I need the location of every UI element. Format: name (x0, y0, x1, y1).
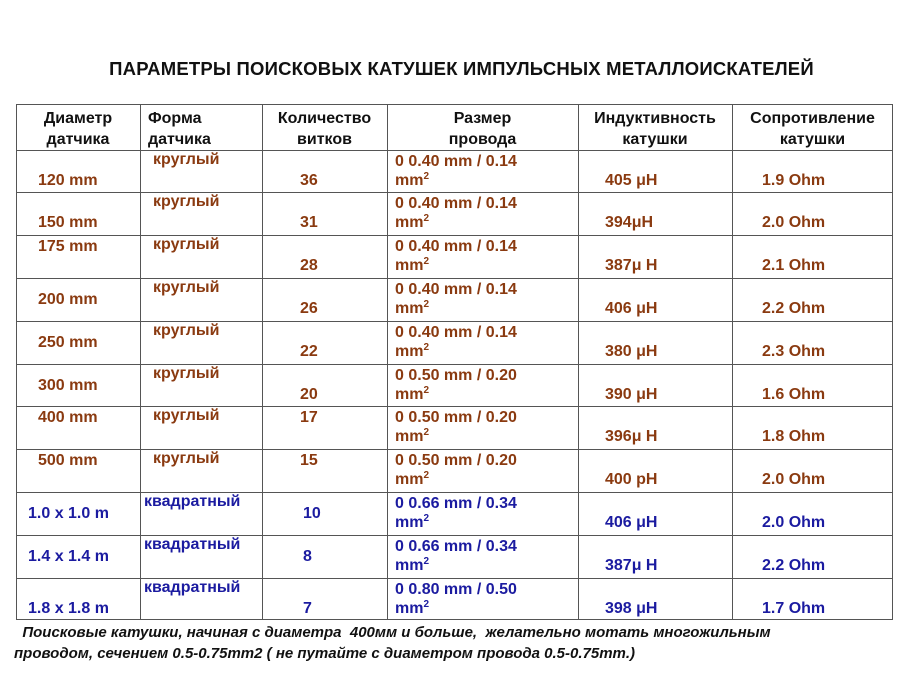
cell-inductance: 387μ H (605, 557, 658, 574)
footnote-line: проводом, сечением 0.5-0.75mm2 ( не путайте с диаметром провода 0.5-0.75mm.) (14, 645, 636, 662)
cell-wire-unit (395, 426, 429, 447)
wire-unit-superscript: 2 (423, 299, 430, 310)
column-divider (262, 104, 263, 620)
cell-resistance: 2.2 Ohm (762, 300, 826, 317)
cell-wire-unit (395, 298, 429, 319)
wire-unit: mm (395, 428, 424, 445)
cell-shape: квадратный (144, 579, 241, 596)
wire-unit-superscript: 2 (423, 470, 430, 481)
cell-inductance: 405 μH (605, 172, 658, 189)
header-line: датчика (46, 131, 110, 148)
cell-turns: 10 (303, 505, 321, 522)
cell-inductance: 398 μH (605, 600, 658, 617)
wire-unit-superscript: 2 (423, 556, 430, 567)
header-wire-size (387, 108, 578, 150)
cell-resistance: 1.8 Ohm (762, 428, 826, 445)
cell-wire: 0 0.40 mm / 0.14 (395, 153, 517, 170)
footnote (14, 622, 771, 664)
wire-unit: mm (395, 600, 424, 617)
wire-unit-superscript: 2 (423, 256, 430, 267)
cell-resistance: 1.6 Ohm (762, 386, 826, 403)
cell-diameter: 150 mm (38, 214, 98, 231)
cell-inductance: 406 μH (605, 300, 658, 317)
cell-resistance: 2.0 Ohm (762, 514, 826, 531)
cell-turns: 15 (300, 452, 318, 469)
cell-wire: 0 0.40 mm / 0.14 (395, 281, 517, 298)
cell-wire: 0 0.50 mm / 0.20 (395, 367, 517, 384)
header-line: витков (297, 131, 352, 148)
cell-diameter: 1.0 x 1.0 m (28, 505, 109, 522)
cell-inductance: 394μH (605, 214, 654, 231)
cell-shape: квадратный (144, 493, 241, 510)
cell-inductance: 396μ H (605, 428, 658, 445)
wire-unit-superscript: 2 (423, 342, 430, 353)
cell-wire-unit (395, 555, 429, 576)
cell-wire-unit (395, 341, 429, 362)
cell-resistance: 1.7 Ohm (762, 600, 826, 617)
header-line: катушки (622, 131, 688, 148)
header-diameter (16, 108, 140, 150)
header-line: Форма (148, 110, 202, 127)
header-line: Индуктивность (594, 110, 716, 127)
wire-unit: mm (395, 557, 424, 574)
cell-diameter: 120 mm (38, 172, 98, 189)
cell-diameter: 1.4 x 1.4 m (28, 548, 109, 565)
cell-diameter: 200 mm (38, 291, 98, 308)
column-divider (140, 104, 141, 620)
header-line: датчика (148, 131, 211, 148)
cell-turns: 20 (300, 386, 318, 403)
cell-turns: 36 (300, 172, 318, 189)
wire-unit-superscript: 2 (423, 213, 430, 224)
cell-shape: круглый (153, 407, 220, 424)
wire-unit: mm (395, 257, 424, 274)
cell-wire-unit (395, 512, 429, 533)
wire-unit-superscript: 2 (423, 171, 430, 182)
cell-resistance: 2.2 Ohm (762, 557, 826, 574)
wire-unit-superscript: 2 (423, 599, 430, 610)
cell-turns: 28 (300, 257, 318, 274)
cell-inductance: 390 μH (605, 386, 658, 403)
header-line: катушки (779, 131, 846, 148)
cell-wire: 0 0.66 mm / 0.34 (395, 538, 517, 555)
cell-diameter: 250 mm (38, 334, 98, 351)
header-line: Количество (277, 110, 372, 127)
cell-shape: круглый (153, 450, 220, 467)
footnote-line: Поисковые катушки, начиная с диаметра 400мм и больше, желательно мотать многожильным (14, 624, 771, 641)
cell-shape: круглый (153, 322, 220, 339)
cell-inductance: 380 μH (605, 343, 658, 360)
cell-wire: 0 0.40 mm / 0.14 (395, 324, 517, 341)
wire-unit-superscript: 2 (423, 385, 430, 396)
cell-wire-unit (395, 212, 429, 233)
cell-diameter: 300 mm (38, 377, 98, 394)
cell-resistance: 2.3 Ohm (762, 343, 826, 360)
cell-inductance: 387μ H (605, 257, 658, 274)
cell-turns: 22 (300, 343, 318, 360)
wire-unit: mm (395, 471, 424, 488)
column-divider (387, 104, 388, 620)
cell-wire: 0 0.66 mm / 0.34 (395, 495, 517, 512)
cell-resistance: 2.0 Ohm (762, 214, 826, 231)
cell-wire-unit (395, 170, 429, 191)
wire-unit: mm (395, 514, 424, 531)
cell-turns: 8 (303, 548, 312, 565)
cell-shape: квадратный (144, 536, 241, 553)
cell-resistance: 2.0 Ohm (762, 471, 826, 488)
wire-unit-superscript: 2 (423, 513, 430, 524)
cell-turns: 31 (300, 214, 318, 231)
cell-wire-unit (395, 469, 429, 490)
header-line: Диаметр (43, 110, 113, 127)
wire-unit: mm (395, 343, 424, 360)
cell-diameter: 500 mm (38, 452, 98, 469)
cell-resistance: 1.9 Ohm (762, 172, 826, 189)
cell-resistance: 2.1 Ohm (762, 257, 826, 274)
cell-turns: 17 (300, 409, 318, 426)
wire-unit: mm (395, 300, 424, 317)
cell-wire: 0 0.50 mm / 0.20 (395, 409, 517, 426)
wire-unit: mm (395, 214, 424, 231)
column-divider (578, 104, 579, 620)
header-line: Сопротивление (750, 110, 875, 127)
header-inductance (578, 108, 732, 150)
column-divider (732, 104, 733, 620)
cell-shape: круглый (153, 279, 220, 296)
cell-diameter: 175 mm (38, 238, 98, 255)
page-title: ПАРАМЕТРЫ ПОИСКОВЫХ КАТУШЕК ИМПУЛЬСНЫХ МЕТАЛЛОИСКАТЕЛЕЙ (109, 58, 814, 79)
cell-diameter: 400 mm (38, 409, 98, 426)
cell-shape: круглый (153, 365, 220, 382)
cell-wire: 0 0.40 mm / 0.14 (395, 195, 517, 212)
wire-unit-superscript: 2 (423, 427, 430, 438)
header-line: Размер (453, 110, 512, 127)
cell-inductance: 400 pH (605, 471, 658, 488)
header-shape (148, 108, 211, 150)
header-resistance (732, 108, 893, 150)
cell-shape: круглый (153, 151, 220, 168)
cell-diameter: 1.8 x 1.8 m (28, 600, 109, 617)
wire-unit: mm (395, 172, 424, 189)
header-line: провода (448, 131, 517, 148)
cell-shape: круглый (153, 236, 220, 253)
cell-wire-unit (395, 384, 429, 405)
cell-shape: круглый (153, 193, 220, 210)
wire-unit: mm (395, 386, 424, 403)
cell-turns: 26 (300, 300, 318, 317)
cell-wire: 0 0.80 mm / 0.50 (395, 581, 517, 598)
cell-inductance: 406 μH (605, 514, 658, 531)
cell-wire-unit (395, 255, 429, 276)
cell-wire: 0 0.50 mm / 0.20 (395, 452, 517, 469)
cell-wire: 0 0.40 mm / 0.14 (395, 238, 517, 255)
cell-turns: 7 (303, 600, 312, 617)
cell-wire-unit (395, 598, 429, 619)
header-turns (262, 108, 387, 150)
